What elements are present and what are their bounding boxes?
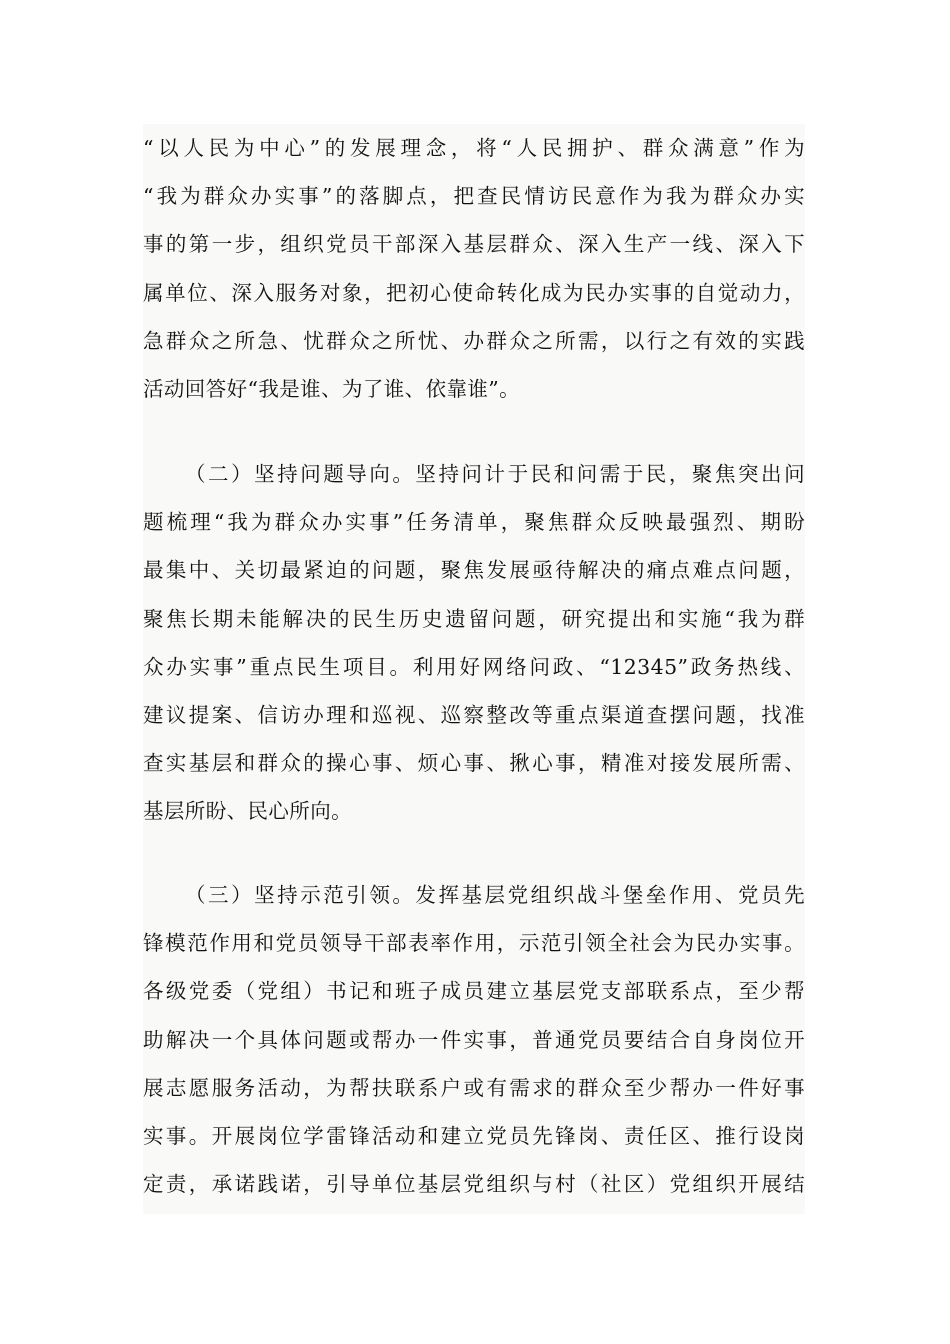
paragraph-2 [143, 450, 805, 836]
paragraph-line: 聚焦长期未能解决的民生历史遗留问题，研究提出和实施“我为群 [143, 606, 805, 631]
paragraph-line: （三）坚持示范引领。发挥基层党组织战斗堡垒作用、党员先 [185, 883, 805, 907]
paragraph-line: （二）坚持问题导向。坚持问计于民和问需于民，聚焦突出问 [185, 462, 805, 486]
paragraph-line: 众办实事”重点民生项目。利用好网络问政、“12345”政务热线、 [143, 654, 805, 679]
paragraph-line: 最集中、关切最紧迫的问题，聚焦发展亟待解决的痛点难点问题， [143, 558, 805, 583]
paragraph-line: 事的第一步，组织党员干部深入基层群众、深入生产一线、深入下 [143, 232, 805, 257]
paragraph-line: “我为群众办实事”的落脚点，把查民情访民意作为我为群众办实 [143, 184, 805, 209]
paragraph-line: 题梳理“我为群众办实事”任务清单，聚焦群众反映最强烈、期盼 [143, 510, 805, 535]
paragraph-line: 助解决一个具体问题或帮办一件实事，普通党员要结合自身岗位开 [143, 1027, 805, 1052]
paragraph-3 [143, 871, 805, 1208]
paragraph-line: 属单位、深入服务对象，把初心使命转化成为民办实事的自觉动力， [143, 280, 805, 305]
paragraph-line: 基层所盼、民心所向。 [143, 799, 352, 824]
document-text-area [143, 124, 805, 1214]
paragraph-line: 展志愿服务活动，为帮扶联系户或有需求的群众至少帮办一件好事 [143, 1075, 805, 1100]
paragraph-line: 查实基层和群众的操心事、烦心事、揪心事，精准对接发展所需、 [143, 751, 805, 776]
paragraph-line: 各级党委（党组）书记和班子成员建立基层党支部联系点，至少帮 [143, 979, 805, 1004]
paragraph-line: 锋模范作用和党员领导干部表率作用，示范引领全社会为民办实事。 [143, 931, 805, 956]
paragraph-line: “以人民为中心”的发展理念，将“人民拥护、群众满意”作为 [143, 136, 805, 160]
paragraph-line: 活动回答好“我是谁、为了谁、依靠谁”。 [143, 376, 521, 401]
paragraph-line: 急群众之所急、忧群众之所忧、办群众之所需，以行之有效的实践 [143, 328, 805, 353]
paragraph-1 [143, 124, 805, 413]
paragraph-line: 实事。开展岗位学雷锋活动和建立党员先锋岗、责任区、推行设岗 [143, 1123, 805, 1148]
paragraph-line: 建议提案、信访办理和巡视、巡察整改等重点渠道查摆问题，找准 [143, 702, 805, 727]
paragraph-line: 定责，承诺践诺，引导单位基层党组织与村（社区）党组织开展结 [143, 1172, 805, 1197]
